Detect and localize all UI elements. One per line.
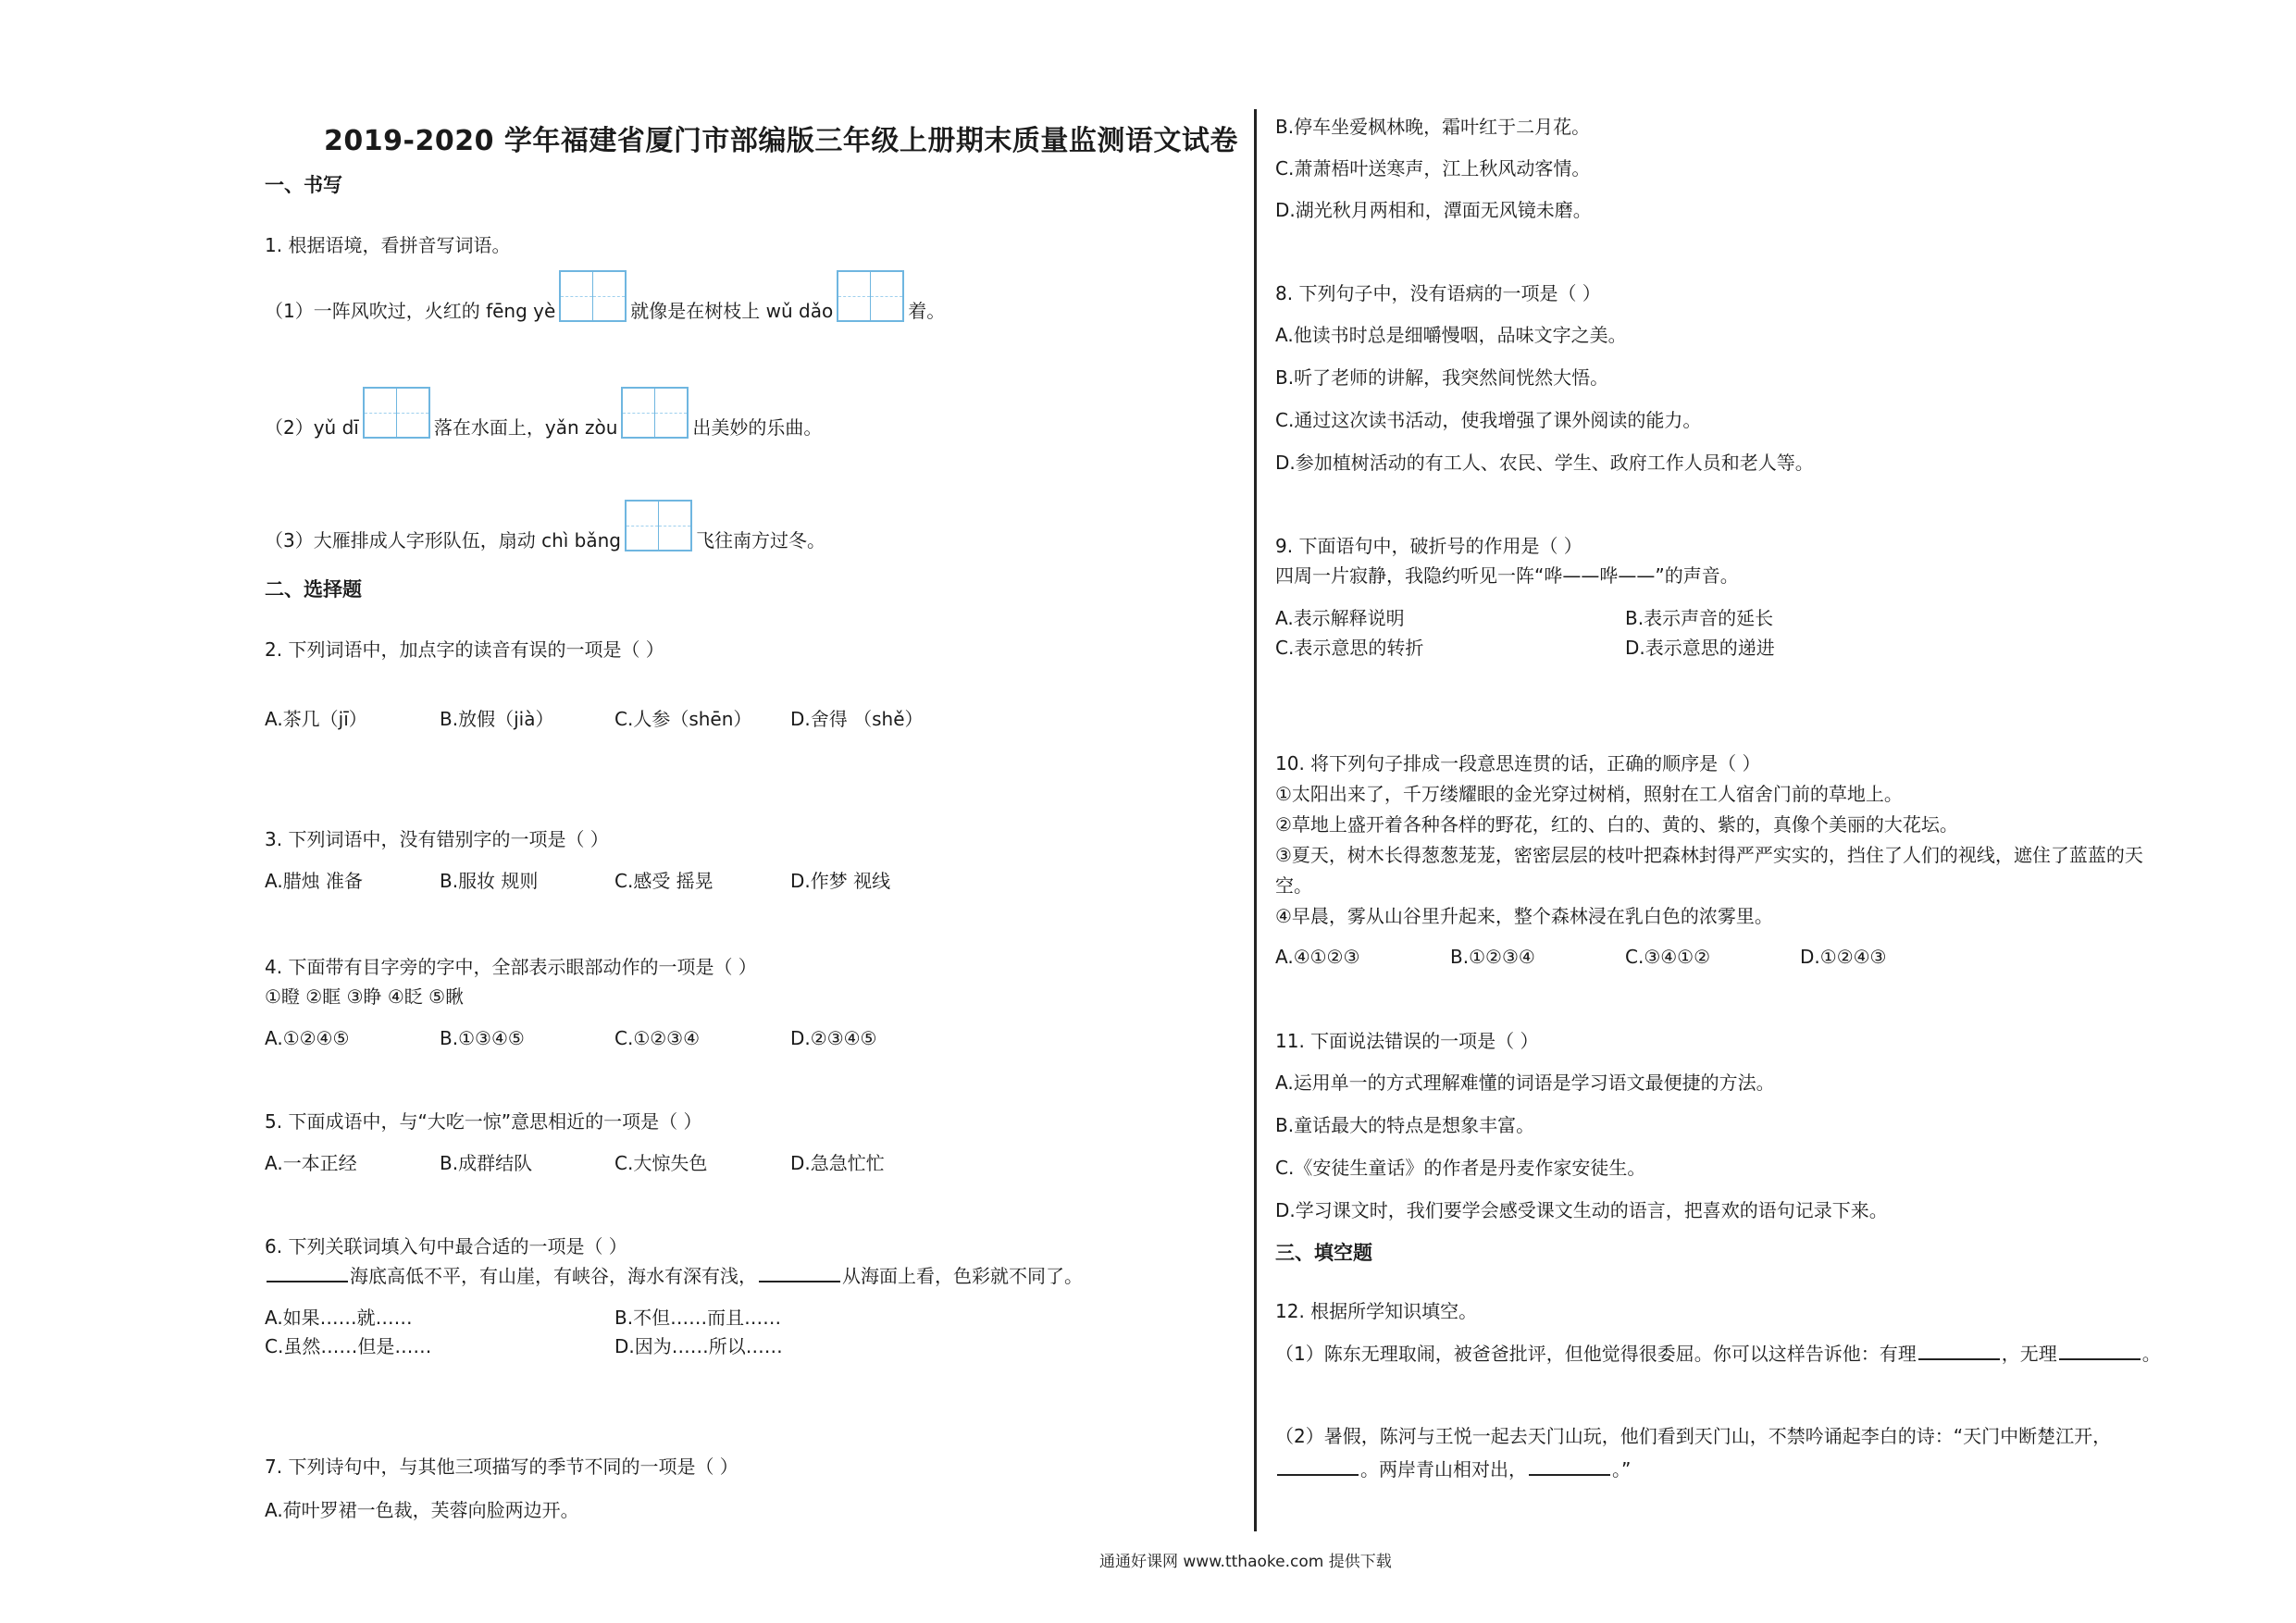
option-a[interactable]: A.荷叶罗裙一色裁，芙蓉向脸两边开。 (265, 1499, 579, 1521)
option-a[interactable]: A.④①②③ (1275, 946, 1360, 968)
question-2-stem: 2. 下列词语中，加点字的读音有误的一项是（ ） (265, 638, 664, 661)
option-b[interactable]: B.服妆 规则 (440, 870, 539, 892)
option-c[interactable]: C.③④①② (1625, 946, 1711, 968)
option-c[interactable]: C.通过这次读书活动，使我增强了课外阅读的能力。 (1275, 409, 1702, 431)
question-6-sentence: 海底高低不平，有山崖，有峡谷，海水有深有浅， 从海面上看，色彩就不同了。 (265, 1265, 1083, 1287)
column-divider (1254, 109, 1257, 1531)
option-b[interactable]: B.①③④⑤ (440, 1027, 525, 1049)
question-3-stem: 3. 下列词语中，没有错别字的一项是（ ） (265, 828, 609, 850)
question-8-stem: 8. 下列句子中，没有语病的一项是（ ） (1275, 282, 1601, 304)
answer-blank[interactable] (267, 1280, 348, 1282)
question-10-line: ①太阳出来了，千万缕耀眼的金光穿过树梢，照射在工人宿舍门前的草地上。 (1275, 783, 1903, 805)
option-c[interactable]: C.感受 摇晃 (614, 870, 714, 892)
question-9-sentence: 四周一片寂静，我隐约听见一阵“哗——哗——”的声音。 (1275, 564, 1739, 587)
page-title: 2019-2020 学年福建省厦门市部编版三年级上册期末质量监测语文试卷 (324, 125, 1238, 157)
option-b[interactable]: B.表示声音的延长 (1625, 607, 1774, 629)
question-12-part-2-line-1: （2）暑假，陈河与王悦一起去天门山玩，他们看到天门山，不禁吟诵起李白的诗：“天门中断楚江开， (1275, 1425, 2112, 1447)
option-c[interactable]: C.虽然……但是…… (265, 1335, 432, 1357)
option-a[interactable]: A.他读书时总是细嚼慢咽，品味文字之美。 (1275, 324, 1627, 346)
answer-blank[interactable] (2059, 1357, 2141, 1360)
option-d[interactable]: D.②③④⑤ (790, 1027, 877, 1049)
option-c[interactable]: C.大惊失色 (614, 1152, 708, 1174)
section-heading-multiple-choice: 二、选择题 (265, 578, 362, 601)
option-c[interactable]: C.人参（shēn） (614, 708, 752, 730)
option-d[interactable]: D.急急忙忙 (790, 1152, 885, 1174)
question-10-line: ②草地上盛开着各种各样的野花，红的、白的、黄的、紫的，真像个美丽的大花坛。 (1275, 813, 1958, 836)
answer-blank[interactable] (1529, 1473, 1610, 1476)
pinyin-answer-boxes[interactable] (625, 500, 692, 551)
question-1-part-3: （3）大雁排成人字形队伍，扇动 chì bǎng 飞往南方过冬。 (265, 500, 825, 551)
question-6-stem: 6. 下列关联词填入句中最合适的一项是（ ） (265, 1235, 627, 1258)
option-a[interactable]: A.表示解释说明 (1275, 607, 1405, 629)
question-4-stem: 4. 下面带有目字旁的字中，全部表示眼部动作的一项是（ ） (265, 956, 757, 978)
option-d[interactable]: D.作梦 视线 (790, 870, 891, 892)
pinyin-answer-boxes[interactable] (621, 387, 689, 439)
question-4-characters: ①瞪 ②眶 ③睁 ④眨 ⑤瞅 (265, 985, 465, 1008)
option-a[interactable]: A.如果……就…… (265, 1307, 413, 1329)
option-b[interactable]: B.①②③④ (1450, 946, 1535, 968)
section-heading-writing: 一、书写 (265, 174, 342, 196)
option-c[interactable]: C.表示意思的转折 (1275, 637, 1424, 659)
option-a[interactable]: A.运用单一的方式理解难懂的词语是学习语文最便捷的方法。 (1275, 1072, 1775, 1094)
question-10-stem: 10. 将下列句子排成一段意思连贯的话，正确的顺序是（ ） (1275, 752, 1761, 774)
pinyin-answer-boxes[interactable] (363, 387, 430, 439)
option-d[interactable]: D.学习课文时，我们要学会感受课文生动的语言，把喜欢的语句记录下来。 (1275, 1199, 1888, 1221)
option-b[interactable]: B.不但……而且…… (614, 1307, 782, 1329)
pinyin-answer-boxes[interactable] (837, 270, 904, 322)
section-heading-fill-in: 三、填空题 (1275, 1242, 1372, 1264)
option-b[interactable]: B.成群结队 (440, 1152, 533, 1174)
question-1-stem: 1. 根据语境，看拼音写词语。 (265, 234, 511, 256)
pinyin-answer-boxes[interactable] (559, 270, 627, 322)
option-c[interactable]: C.①②③④ (614, 1027, 701, 1049)
question-1-part-1: （1）一阵风吹过，火红的 fēng yè 就像是在树枝上 wǔ dǎo 着。 (265, 270, 945, 322)
option-b[interactable]: B.停车坐爱枫林晚，霜叶红于二月花。 (1275, 116, 1591, 138)
option-d[interactable]: D.因为……所以…… (614, 1335, 783, 1357)
option-d[interactable]: D.舍得 （shě） (790, 708, 924, 730)
answer-blank[interactable] (1277, 1473, 1359, 1476)
question-9-stem: 9. 下面语句中，破折号的作用是（ ） (1275, 535, 1582, 557)
option-d[interactable]: D.表示意思的递进 (1625, 637, 1775, 659)
option-a[interactable]: A.①②④⑤ (265, 1027, 350, 1049)
option-c[interactable]: C.《安徒生童话》的作者是丹麦作家安徒生。 (1275, 1157, 1646, 1179)
question-10-line: 空。 (1275, 874, 1312, 897)
option-d[interactable]: D.①②④③ (1800, 946, 1887, 968)
question-10-line: ③夏天，树木长得葱葱茏茏，密密层层的枝叶把森林封得严严实实的，挡住了人们的视线，遮住了蓝蓝的天 (1275, 844, 2143, 866)
answer-blank[interactable] (1918, 1357, 2000, 1360)
question-10-line: ④早晨，雾从山谷里升起来，整个森林浸在乳白色的浓雾里。 (1275, 905, 1773, 927)
question-12-part-2-line-2: 。两岸青山相对出， 。” (1275, 1458, 1631, 1481)
question-7-stem: 7. 下列诗句中，与其他三项描写的季节不同的一项是（ ） (265, 1456, 738, 1478)
option-b[interactable]: B.童话最大的特点是想象丰富。 (1275, 1114, 1535, 1136)
option-a[interactable]: A.腊烛 准备 (265, 870, 364, 892)
question-12-stem: 12. 根据所学知识填空。 (1275, 1300, 1478, 1322)
option-a[interactable]: A.茶几（jī） (265, 708, 367, 730)
option-d[interactable]: D.参加植树活动的有工人、农民、学生、政府工作人员和老人等。 (1275, 452, 1814, 474)
question-1-part-2: （2）yǔ dī 落在水面上，yǎn zòu 出美妙的乐曲。 (265, 387, 822, 439)
option-b[interactable]: B.放假（jià） (440, 708, 554, 730)
question-12-part-1: （1）陈东无理取闹，被爸爸批评，但他觉得很委屈。你可以这样告诉他：有理 ，无理 。 (1275, 1343, 2161, 1365)
question-11-stem: 11. 下面说法错误的一项是（ ） (1275, 1030, 1539, 1052)
answer-blank[interactable] (759, 1280, 840, 1282)
option-d[interactable]: D.湖光秋月两相和，潭面无风镜未磨。 (1275, 199, 1592, 221)
option-b[interactable]: B.听了老师的讲解，我突然间恍然大悟。 (1275, 366, 1609, 389)
footer-credit: 通通好课网 www.tthaoke.com 提供下载 (1099, 1553, 1392, 1571)
option-c[interactable]: C.萧萧梧叶送寒声，江上秋风动客情。 (1275, 157, 1591, 180)
option-a[interactable]: A.一本正经 (265, 1152, 357, 1174)
question-5-stem: 5. 下面成语中，与“大吃一惊”意思相近的一项是（ ） (265, 1110, 702, 1133)
